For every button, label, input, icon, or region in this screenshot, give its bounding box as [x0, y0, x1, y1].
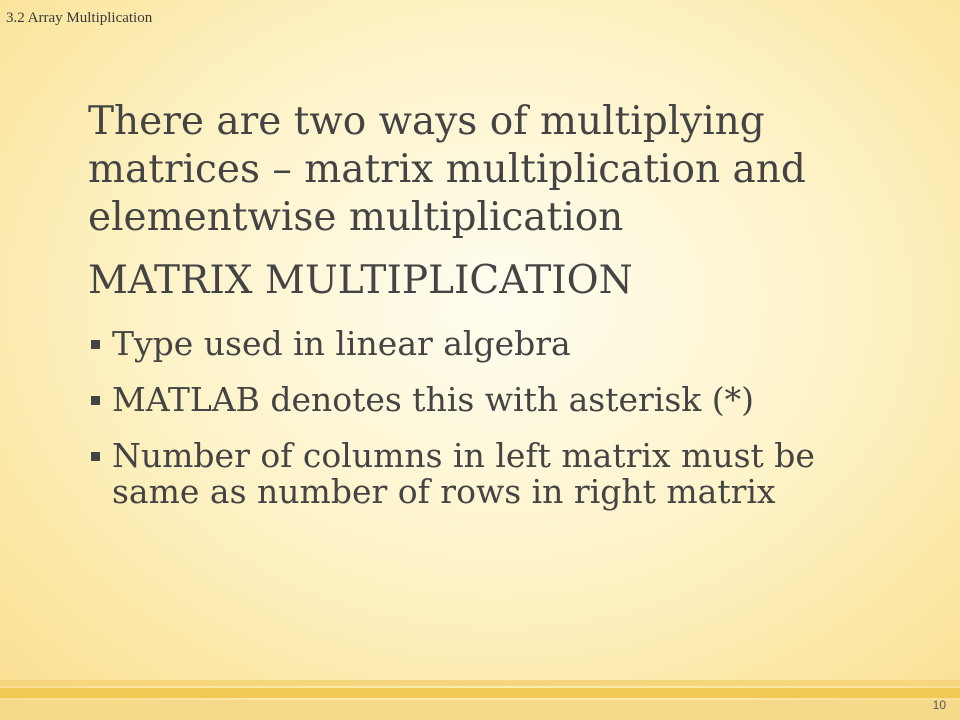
bullet-item [88, 382, 878, 418]
band-stripe [0, 688, 960, 698]
page-number: 10 [932, 698, 946, 712]
square-bullet-icon [91, 452, 100, 461]
square-bullet-icon [91, 396, 100, 405]
bullet-item [88, 326, 878, 362]
bullet-item [88, 438, 878, 510]
slide-header-label: 3.2 Array Multiplication [6, 10, 153, 26]
band-stripe [0, 700, 960, 720]
bullet-list [88, 326, 878, 510]
slide-content [88, 98, 878, 530]
section-heading: MATRIX MULTIPLICATION [88, 258, 633, 303]
band-stripe [0, 680, 960, 686]
bullet-text: Type used in linear algebra [112, 324, 571, 363]
square-bullet-icon [91, 340, 100, 349]
intro-paragraph: There are two ways of multiplying matrices – matrix multiplication and elementwise multiplication [88, 99, 806, 240]
bullet-text: Number of columns in left matrix must be same as number of rows in right matrix [112, 436, 815, 511]
bullet-text: MATLAB denotes this with asterisk (*) [112, 380, 755, 419]
bottom-decorative-band [0, 680, 960, 720]
